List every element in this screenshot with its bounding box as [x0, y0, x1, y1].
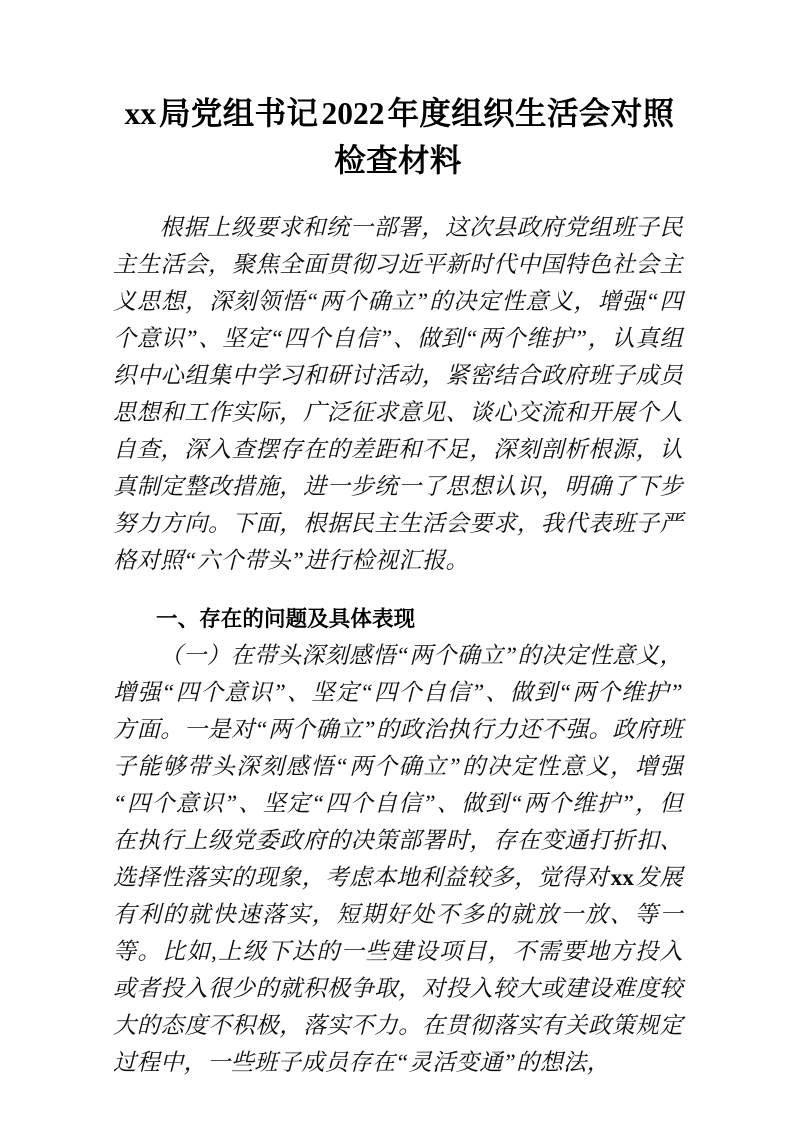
page-title: xx局党组书记2022年度组织生活会对照检查材料	[113, 0, 683, 184]
title-latin-xx: xx	[124, 96, 156, 131]
section-heading-one: 一、存在的问题及具体表现	[156, 607, 416, 631]
body-latin-xx: xx	[610, 865, 634, 891]
paragraph-item-one: （一）在带头深刻感悟“两个确立”的决定性意义，增强“四个意识”、坚定“四个自信”、做到“两个维护”方面。一是对“两个确立”的政治执行力还不强。政府班子能够带头深刻感悟“两个确立”的决定性意义，增强“四个意识”、坚定“四个自信”、做到“两个维护”，但在执行上级党委政府的决策部署时，存在变通打折扣、选择性落实的现象，考虑本地利益较多，觉得对xx发展有利的就快速落实，短期好处不多的就放一放、等一等。比如,上级下达的一些建设项目，不需要地方投入或者投入很少的就积极争取，对投入较大或建设难度较大的态度不积极，落实不力。在贯彻落实有关政策规定过程中，一些班子成员存在“灵活变通”的想法，	[113, 643, 683, 1076]
document-body	[113, 0, 683, 1082]
paragraph-lead: 根据上级要求和统一部署，这次县政府党组班子民主生活会，聚焦全面贯彻习近平新时代中国特色社会主义思想，深刻领悟“两个确立”的决定性意义，增强“四个意识”、坚定“四个自信”、做到“两个维护”，认真组织中心组集中学习和研讨活动，紧密结合政府班子成员思想和工作实际，广泛征求意见、谈心交流和开展个人自查，深入查摆存在的差距和不足，深刻剖析根源，认真制定整改措施，进一步统一了思想认识，明确了下步努力方向。下面，根据民主生活会要求，我代表班子严格对照“六个带头”进行检视汇报。	[113, 215, 683, 574]
title-latin-year: 2022	[321, 96, 385, 131]
